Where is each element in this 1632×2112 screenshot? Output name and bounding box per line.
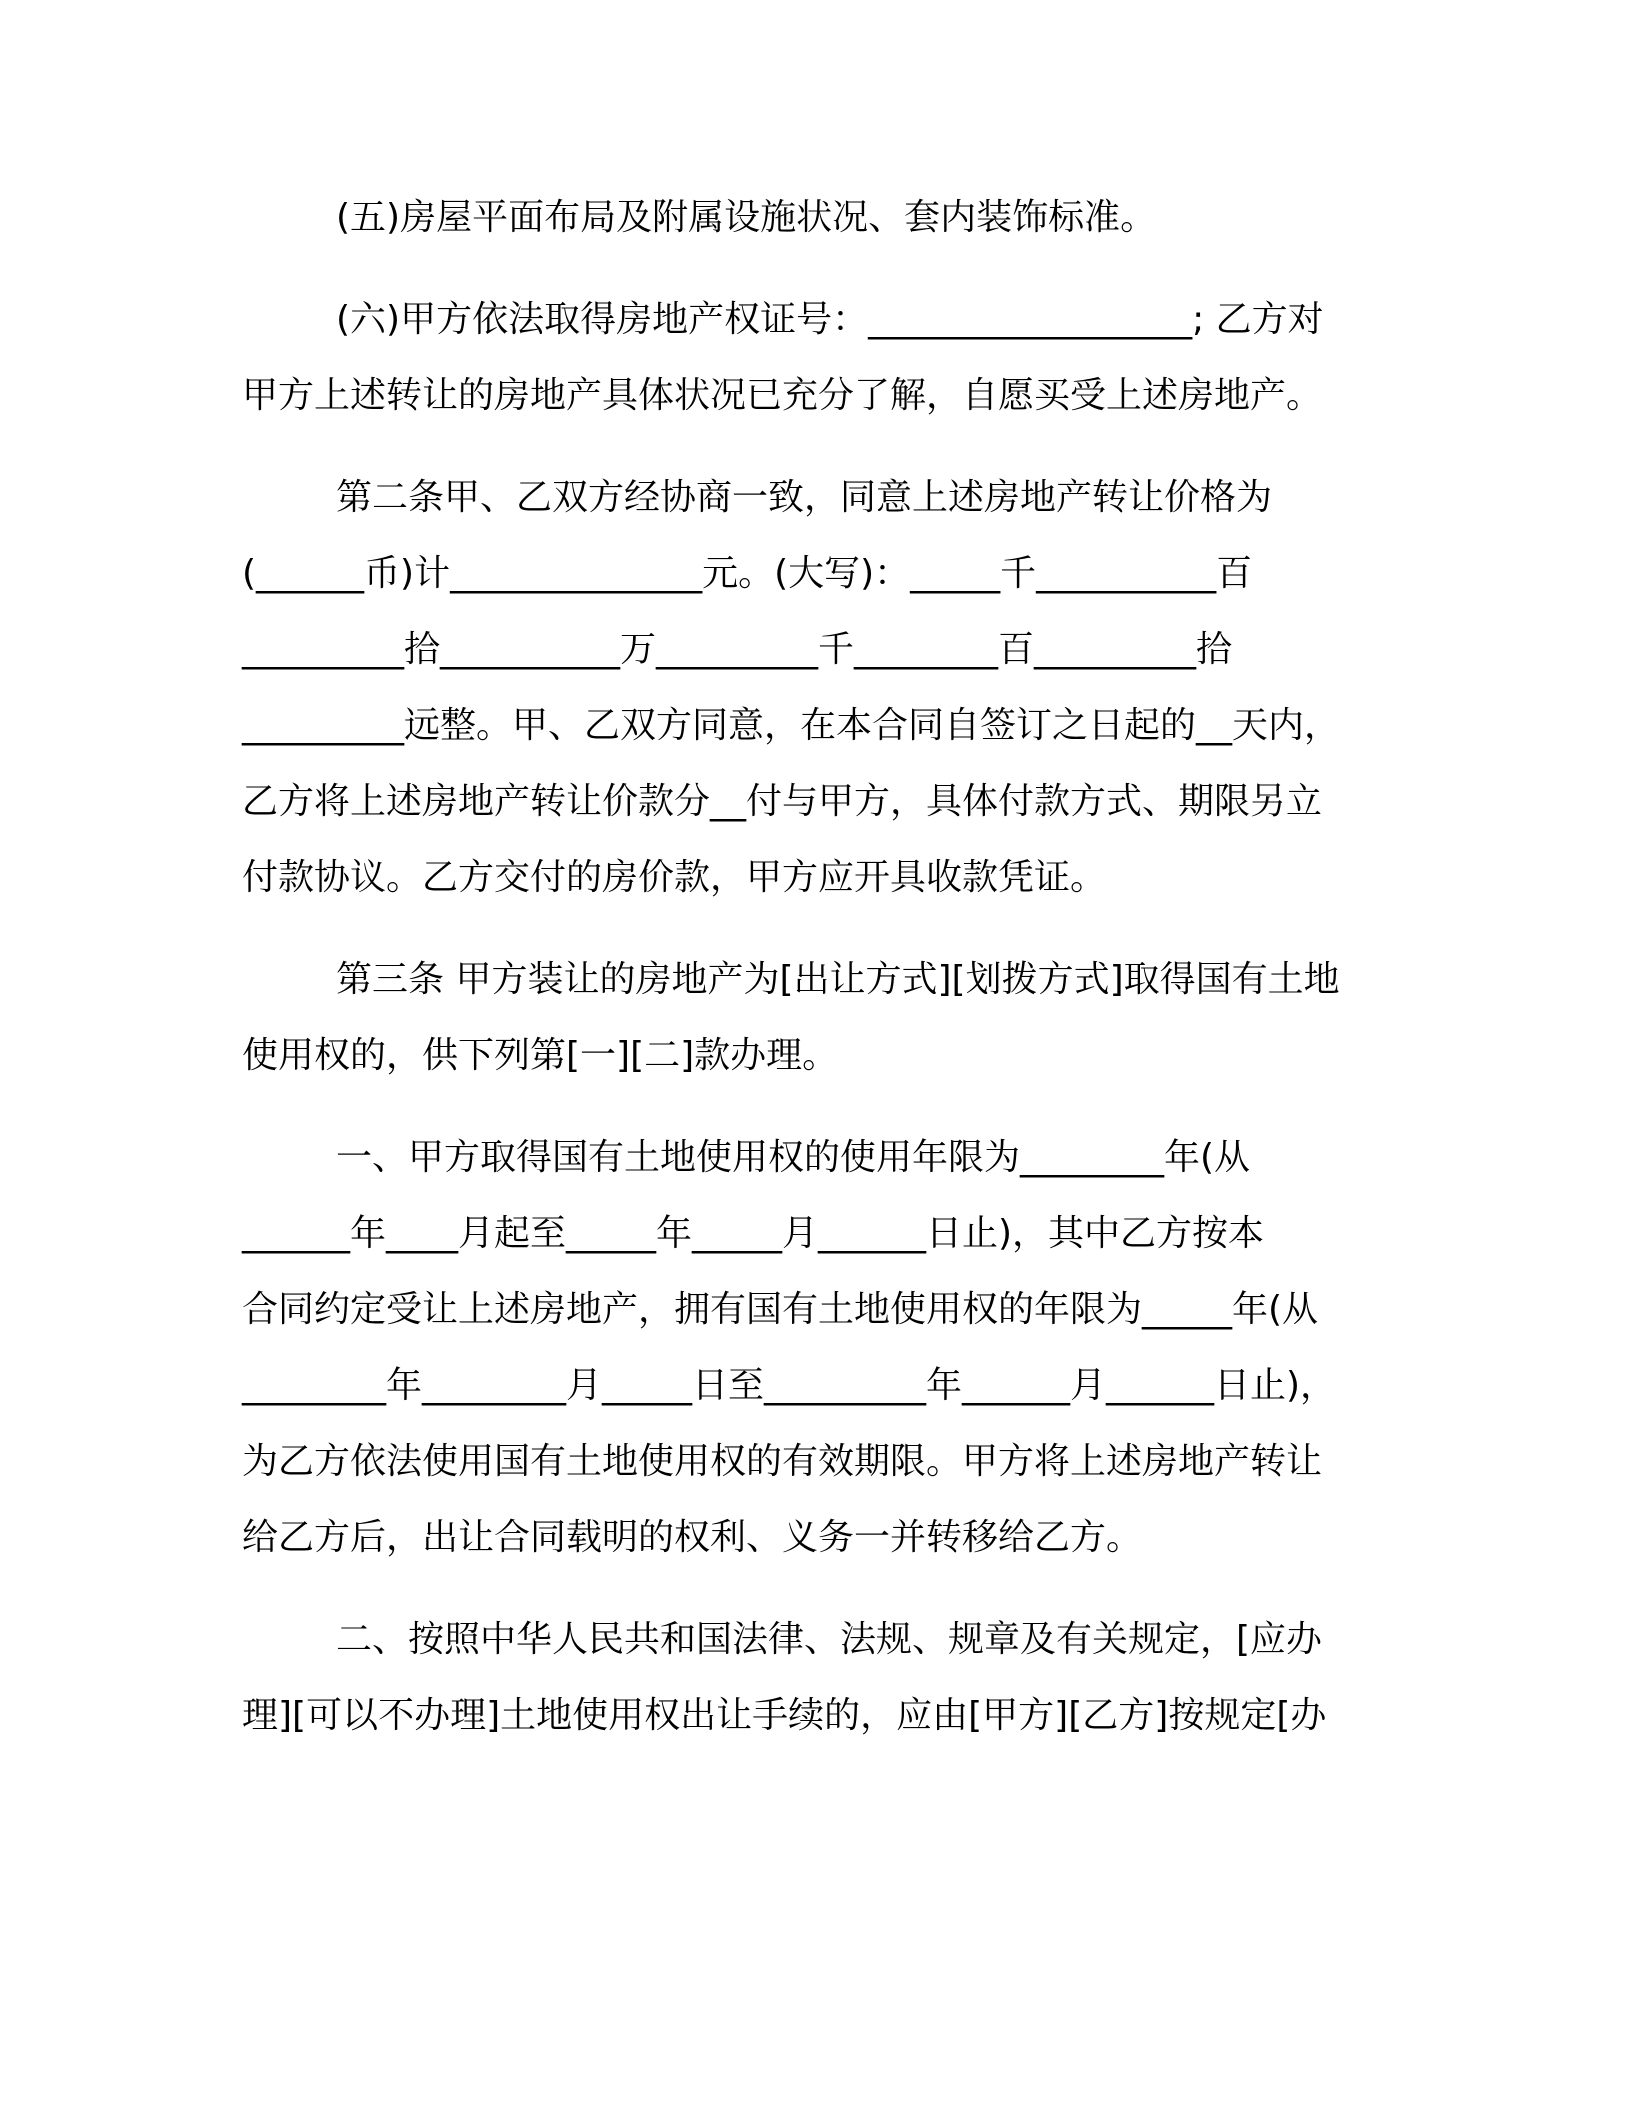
article-two-line-2: (______币)计______________元。(大写)：_____千__________百 <box>242 553 1253 594</box>
article-two-line-1: 第二条甲、乙双方经协商一致，同意上述房地产转让价格为 <box>336 477 1273 518</box>
item-one-line-2: ______年____月起至_____年_____月______日止)，其中乙方按本 <box>242 1213 1265 1254</box>
item-two-line-2: 理][可以不办理]土地使用权出让手续的，应由[甲方][乙方]按规定[办 <box>242 1695 1327 1736</box>
article-three-line-2: 使用权的，供下列第[一][二]款办理。 <box>242 1035 839 1076</box>
clause-five-line: (五)房屋平面布局及附属设施状况、套内装饰标准。 <box>336 197 1157 238</box>
article-two-line-6: 付款协议。乙方交付的房价款，甲方应开具收款凭证。 <box>242 857 1107 898</box>
clause-six-line-2: 甲方上述转让的房地产具体状况已充分了解，自愿买受上述房地产。 <box>242 375 1323 416</box>
article-two-line-3: _________拾__________万_________千________百_________拾 <box>242 629 1232 670</box>
article-two-line-4: _________远整。甲、乙双方同意，在本合同自签订之日起的__天内， <box>242 705 1341 746</box>
item-one-line-5: 为乙方依法使用国有土地使用权的有效期限。甲方将上述房地产转让 <box>242 1441 1323 1482</box>
item-two-line-1: 二、按照中华人民共和国法律、法规、规章及有关规定，[应办 <box>336 1619 1323 1660</box>
clause-six-line-1: (六)甲方依法取得房地产权证号：__________________; 乙方对 <box>336 299 1324 340</box>
article-three-line-1: 第三条 甲方装让的房地产为[出让方式][划拨方式]取得国有土地 <box>336 959 1340 1000</box>
item-one-line-3: 合同约定受让上述房地产，拥有国有土地使用权的年限为_____年(从 <box>242 1289 1319 1330</box>
item-one-line-6: 给乙方后，出让合同载明的权利、义务一并转移给乙方。 <box>242 1517 1143 1558</box>
article-two-line-5: 乙方将上述房地产转让价款分__付与甲方，具体付款方式、期限另立 <box>242 781 1323 822</box>
item-one-line-1: 一、甲方取得国有土地使用权的使用年限为________年(从 <box>336 1137 1251 1178</box>
item-one-line-4: ________年________月_____日至_________年______月______日止)， <box>242 1365 1337 1406</box>
